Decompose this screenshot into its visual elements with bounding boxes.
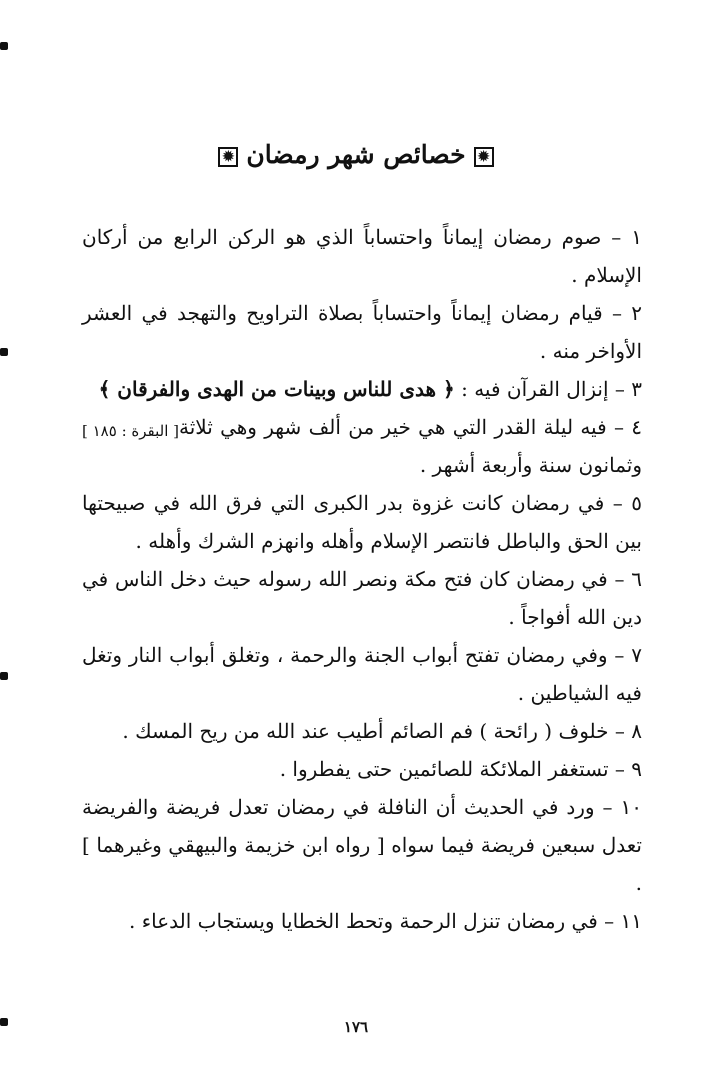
list-item-1: ١ – صوم رمضان إيماناً واحتساباً الذي هو الركن الرابع من أركان الإسلام . bbox=[82, 225, 642, 287]
list-item-11: ١١ – في رمضان تنزل الرحمة وتحط الخطايا ويستجاب الدعاء . bbox=[128, 909, 642, 933]
quran-quote: ﴿ هدى للناس وبينات من الهدى والفرقان ﴾ bbox=[98, 377, 455, 401]
quran-reference: [ البقرة : ١٨٥ ] bbox=[82, 422, 179, 440]
scan-mark bbox=[0, 348, 8, 356]
list-item-3: ٣ – إنزال القرآن فيه : ﴿ هدى للناس وبينات من الهدى والفرقان ﴾ [ البقرة : ١٨٥ ] bbox=[82, 370, 642, 408]
list-item-9: ٩ – تستغفر الملائكة للصائمين حتى يفطروا . bbox=[279, 757, 642, 781]
list-item-8: ٨ – خلوف ( رائحة ) فم الصائم أطيب عند الله من ريح المسك . bbox=[122, 719, 642, 743]
list-item-4: ٤ – فيه ليلة القدر التي هي خير من ألف شهر وهي ثلاثة وثمانون سنة وأربعة أشهر . bbox=[179, 415, 642, 477]
title-text: خصائص شهر رمضان bbox=[246, 140, 466, 169]
item-list bbox=[82, 218, 642, 940]
ornament-left-icon bbox=[218, 147, 238, 167]
list-item-7: ٧ – وفي رمضان تفتح أبواب الجنة والرحمة ، وتغلق أبواب النار وتغل فيه الشياطين . bbox=[82, 643, 642, 705]
list-item-2: ٢ – قيام رمضان إيماناً واحتساباً بصلاة التراويح والتهجد في العشر الأواخر منه . bbox=[82, 301, 643, 363]
scan-mark bbox=[0, 42, 8, 50]
scan-mark bbox=[0, 1018, 8, 1026]
page-title bbox=[0, 140, 712, 169]
list-item-6: ٦ – في رمضان كان فتح مكة ونصر الله رسوله حيث دخل الناس في دين الله أفواجاً . bbox=[82, 567, 642, 629]
ornament-right-icon bbox=[474, 147, 494, 167]
page-number: ١٧٦ bbox=[343, 1018, 369, 1036]
scan-mark bbox=[0, 672, 8, 680]
list-item-5: ٥ – في رمضان كانت غزوة بدر الكبرى التي فرق الله في صبيحتها بين الحق والباطل فانتصر الإسلام وأهله وانهزم الشرك وأهله . bbox=[82, 491, 643, 553]
list-item-10: ١٠ – ورد في الحديث أن النافلة في رمضان تعدل فريضة والفريضة تعدل سبعين فريضة فيما سواه [ رواه ابن خزيمة والبيهقي وغيرهما ] . bbox=[82, 795, 643, 895]
